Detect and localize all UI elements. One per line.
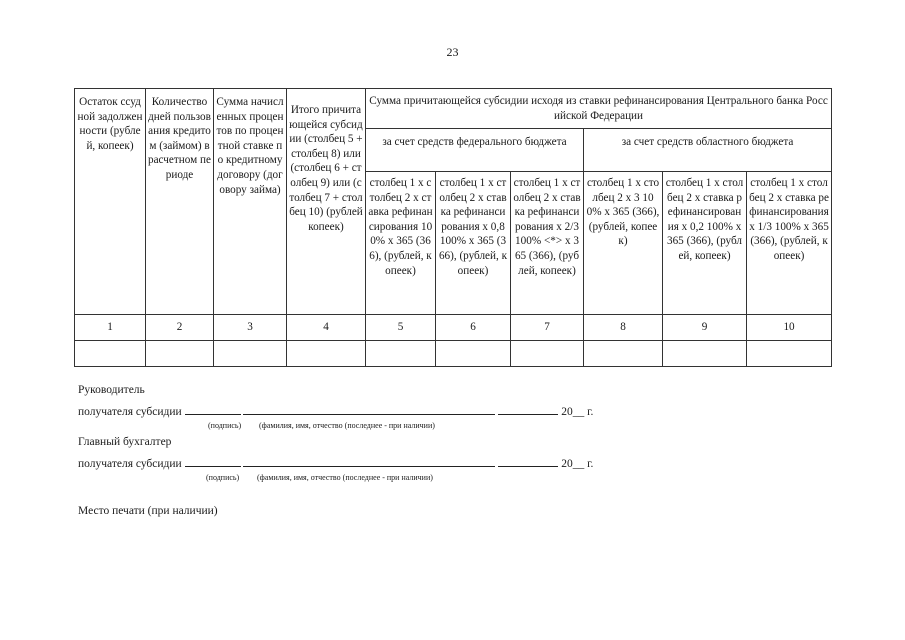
column-number: 4 <box>287 315 366 341</box>
head-signature-field[interactable] <box>185 402 241 415</box>
head-signature-line <box>78 402 593 418</box>
column-numbers-row <box>75 315 832 341</box>
header-total-subsidy: Итого причитающейся субсидии (столбец 5 + столбец 8) или (столбец 6 + столбец 9) или (столбец 7 + столбец 10) (рублей копеек) <box>287 89 366 315</box>
header-col-10: столбец 1 x столбец 2 x ставка рефинансирования x 1/3 100% x 365 (366), (рублей, копеек) <box>747 172 832 315</box>
header-accrued-interest: Сумма начисленных процентов по процентной ставке по кредитному договору (договору займа) <box>214 89 287 315</box>
page-number: 23 <box>446 45 459 59</box>
subsidy-calculation-table <box>74 88 832 367</box>
accountant-signature-hint: (подпись) <box>206 473 240 482</box>
column-number: 3 <box>214 315 287 341</box>
column-number: 6 <box>436 315 511 341</box>
table-cell[interactable] <box>366 341 436 367</box>
table-cell[interactable] <box>584 341 663 367</box>
accountant-name-hint: (фамилия, имя, отчество (последнее - при наличии) <box>257 473 433 482</box>
column-number: 7 <box>511 315 584 341</box>
column-number: 5 <box>366 315 436 341</box>
table-cell[interactable] <box>287 341 366 367</box>
column-number: 2 <box>146 315 214 341</box>
accountant-signature-field[interactable] <box>185 454 241 467</box>
accountant-title: Главный бухгалтер <box>78 436 172 448</box>
accountant-signature-line <box>78 454 593 470</box>
table-cell[interactable] <box>436 341 511 367</box>
column-number: 8 <box>584 315 663 341</box>
table-cell[interactable] <box>146 341 214 367</box>
table-row <box>75 341 832 367</box>
header-loan-balance: Остаток ссудной задолженности (рублей, копеек) <box>75 89 146 315</box>
head-name-field[interactable] <box>243 402 495 415</box>
header-col-8: столбец 1 x столбец 2 x 3 100% x 365 (366), (рублей, копеек) <box>584 172 663 315</box>
column-number: 1 <box>75 315 146 341</box>
table-cell[interactable] <box>663 341 747 367</box>
header-subsidy-group: Сумма причитающейся субсидии исходя из ставки рефинансирования Центрального банка Российской Федерации <box>366 89 832 129</box>
table-cell[interactable] <box>511 341 584 367</box>
accountant-name-field[interactable] <box>243 454 495 467</box>
header-col-7: столбец 1 x столбец 2 x ставка рефинансирования x 2/3 100% <*> x 365 (366), (рублей, копеек) <box>511 172 584 315</box>
accountant-date-field[interactable] <box>498 454 558 467</box>
header-days-count: Количество дней пользования кредитом (займом) в расчетном периоде <box>146 89 214 315</box>
header-col-6: столбец 1 x столбец 2 x ставка рефинансирования x 0,8 100% x 365 (366), (рублей, копеек) <box>436 172 511 315</box>
header-col-9: столбец 1 x столбец 2 x ставка рефинансирования x 0,2 100% x 365 (366), (рублей, копеек) <box>663 172 747 315</box>
column-number: 9 <box>663 315 747 341</box>
header-regional-budget: за счет средств областного бюджета <box>584 129 832 172</box>
seal-place: Место печати (при наличии) <box>78 505 218 517</box>
head-year-label: 20__ г. <box>561 406 594 418</box>
head-date-field[interactable] <box>498 402 558 415</box>
column-number: 10 <box>747 315 832 341</box>
table-cell[interactable] <box>747 341 832 367</box>
accountant-recipient-label: получателя субсидии <box>78 458 182 470</box>
head-signature-hint: (подпись) <box>208 421 242 430</box>
header-federal-budget: за счет средств федерального бюджета <box>366 129 584 172</box>
table-cell[interactable] <box>75 341 146 367</box>
table-cell[interactable] <box>214 341 287 367</box>
accountant-year-label: 20__ г. <box>561 458 594 470</box>
head-name-hint: (фамилия, имя, отчество (последнее - при наличии) <box>259 421 435 430</box>
head-recipient-label: получателя субсидии <box>78 406 182 418</box>
header-col-5: столбец 1 x столбец 2 x ставка рефинансирования 100% x 365 (366), (рублей, копеек) <box>366 172 436 315</box>
head-title: Руководитель <box>78 384 145 396</box>
